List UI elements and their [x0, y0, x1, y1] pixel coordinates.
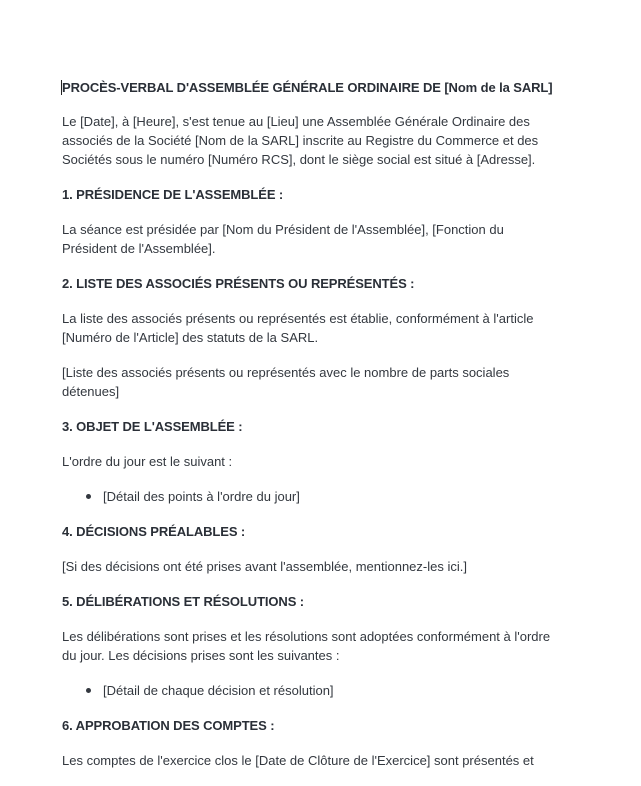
bullet-icon	[86, 494, 91, 499]
paragraph: La liste des associés présents ou représentés est établie, conformément à l'article [Numéro de l'Article] des statuts de la SARL.	[62, 311, 534, 345]
section-heading-liste-associes: 2. LISTE DES ASSOCIÉS PRÉSENTS OU REPRÉSENTÉS :	[62, 276, 415, 291]
paragraph: Les délibérations sont prises et les résolutions sont adoptées conformément à l'ordre du jour. Les décisions prises sont les suivantes :	[62, 629, 551, 663]
section-heading-presidence: 1. PRÉSIDENCE DE L'ASSEMBLÉE :	[62, 187, 284, 202]
paragraph: Les comptes de l'exercice clos le [Date de Clôture de l'Exercice] sont présentés et	[62, 753, 534, 768]
text-cursor	[61, 80, 62, 95]
section-heading-approbation-comptes: 6. APPROBATION DES COMPTES :	[62, 718, 275, 733]
paragraph: La séance est présidée par [Nom du Président de l'Assemblée], [Fonction du Président de l'Assemblée].	[62, 222, 504, 256]
section-heading-deliberations: 5. DÉLIBÉRATIONS ET RÉSOLUTIONS :	[62, 594, 305, 609]
list-item-text: [Détail des points à l'ordre du jour]	[103, 489, 300, 504]
bullet-icon	[86, 688, 91, 693]
section-heading-objet: 3. OBJET DE L'ASSEMBLÉE :	[62, 419, 243, 434]
intro-paragraph: Le [Date], à [Heure], s'est tenue au [Lieu] une Assemblée Générale Ordinaire des associés de la Société [Nom de la SARL] inscrite au Registre du Commerce et des Sociétés sous le numéro [Numéro RCS], dont le siège social est situé à [Adresse].	[62, 114, 539, 167]
document-title[interactable]	[62, 78, 562, 97]
document-page[interactable]	[62, 78, 562, 786]
paragraph: [Liste des associés présents ou représentés avec le nombre de parts sociales détenues]	[62, 365, 510, 399]
bullet-list	[62, 681, 562, 700]
paragraph: L'ordre du jour est le suivant :	[62, 454, 233, 469]
paragraph: [Si des décisions ont été prises avant l'assemblée, mentionnez-les ici.]	[62, 559, 467, 574]
list-item-text: [Détail de chaque décision et résolution]	[103, 683, 334, 698]
document-title-text: PROCÈS-VERBAL D'ASSEMBLÉE GÉNÉRALE ORDINAIRE DE [Nom de la SARL]	[62, 80, 553, 95]
section-heading-decisions-prealables: 4. DÉCISIONS PRÉALABLES :	[62, 524, 246, 539]
bullet-list	[62, 487, 562, 506]
list-item	[84, 681, 562, 700]
list-item	[84, 487, 562, 506]
